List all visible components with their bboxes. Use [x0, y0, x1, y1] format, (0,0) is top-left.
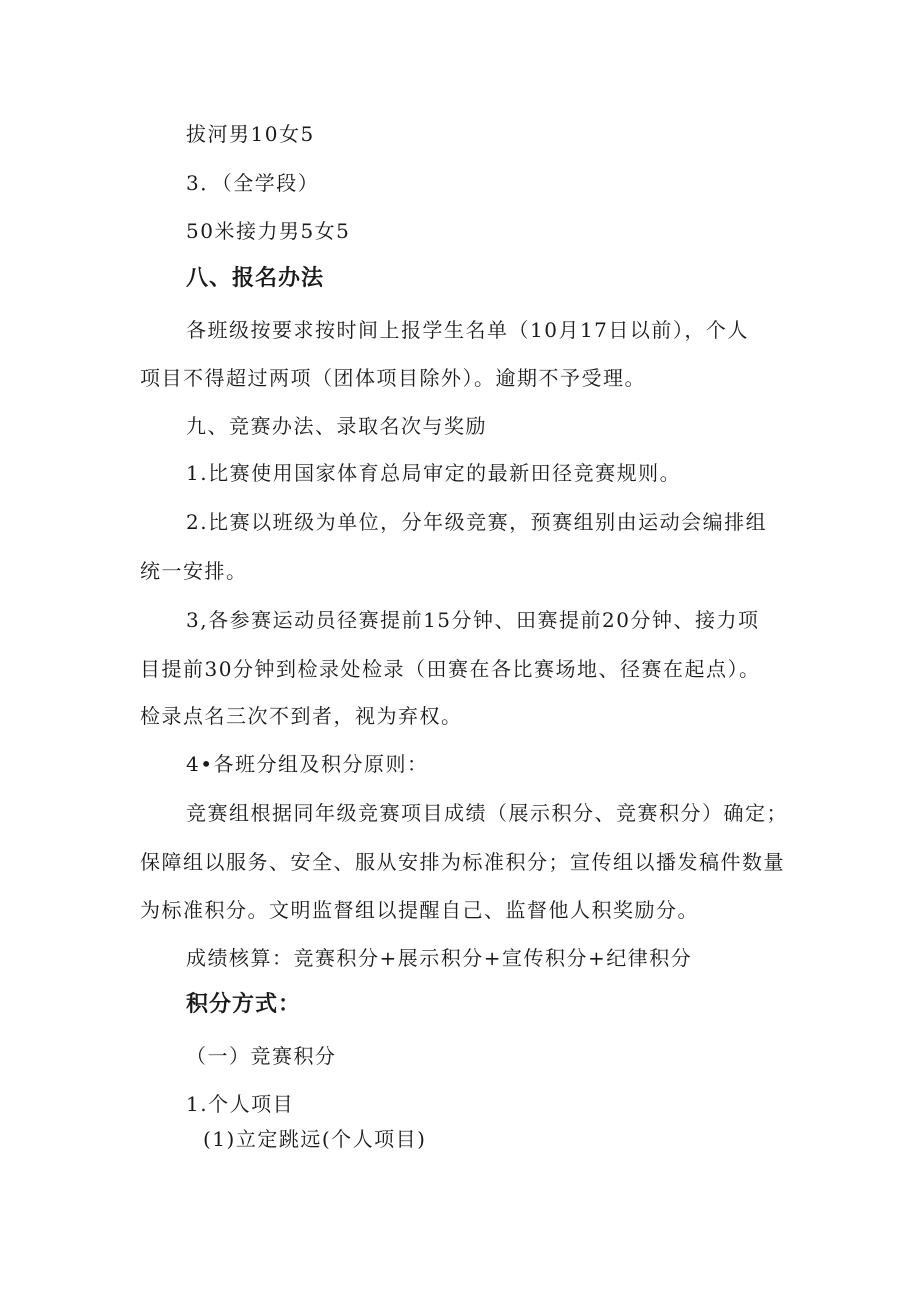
rule-2-line-1: 2.比赛以班级为单位，分年级竞赛，预赛组别由运动会编排组: [186, 510, 768, 534]
scoring-para-line-1: 竞赛组根据同年级竞赛项目成绩（展示积分、竞赛积分）确定；: [186, 801, 788, 825]
tug-of-war-line: 拔河男10女5: [186, 122, 315, 146]
competition-score-line: （一）竞赛积分: [186, 1044, 337, 1068]
section-9-heading: 九、竞赛办法、录取名次与奖励: [186, 414, 487, 438]
section-8-para-line-1: 各班级按要求按时间上报学生名单（10月17日以前），个人: [186, 318, 749, 342]
score-calculation-line: 成绩核算：竞赛积分+展示积分+宣传积分+纪律积分: [186, 946, 693, 970]
all-grades-line: 3．（全学段）: [186, 171, 320, 195]
rule-3-line-1: 3,各参赛运动员径赛提前15分钟、田赛提前20分钟、接力项: [186, 608, 760, 632]
rule-4-line: 4•各班分组及积分原则：: [186, 752, 429, 776]
individual-events-line: 1.个人项目: [186, 1092, 295, 1116]
rule-3-line-2: 目提前30分钟到检录处检录（田赛在各比赛场地、径赛在起点）。: [140, 657, 761, 681]
scoring-method-heading: 积分方式：: [186, 992, 302, 1017]
section-8-heading: 八、报名办法: [186, 266, 325, 291]
standing-jump-line: (1)立定跳远(个人项目): [203, 1127, 427, 1151]
rule-2-line-2: 统一安排。: [140, 559, 248, 583]
relay-line: 50米接力男5女5: [186, 219, 351, 243]
rule-1-line: 1.比赛使用国家体育总局审定的最新田径竞赛规则。: [186, 461, 682, 485]
section-8-para-line-2: 项目不得超过两项（团体项目除外）。逾期不予受理。: [140, 366, 646, 390]
scoring-para-line-3: 为标准积分。文明监督组以提醒自己、监督他人积奖励分。: [140, 898, 699, 922]
rule-3-line-3: 检录点名三次不到者，视为弃权。: [140, 704, 463, 728]
scoring-para-line-2: 保障组以服务、安全、服从安排为标准积分；宣传组以播发稿件数量: [140, 850, 785, 874]
